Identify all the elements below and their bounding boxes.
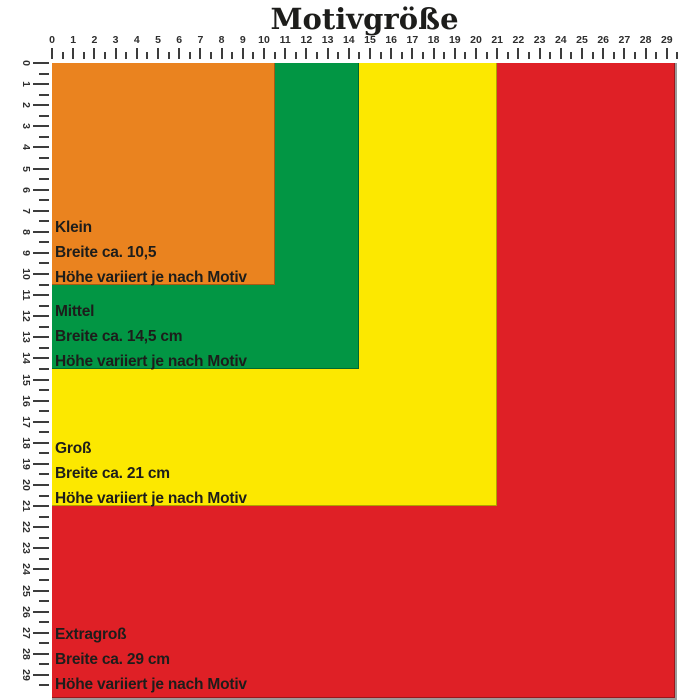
size-name-mittel: Mittel bbox=[55, 302, 95, 320]
v-ruler-major-tick bbox=[33, 526, 49, 528]
size-width-extragross: Breite ca. 29 cm bbox=[55, 651, 170, 668]
h-ruler-minor-tick bbox=[401, 52, 403, 59]
size-label-mittel bbox=[55, 299, 247, 374]
h-ruler-minor-tick bbox=[274, 52, 276, 59]
h-ruler-major-tick bbox=[369, 48, 371, 59]
h-ruler-major-tick bbox=[496, 48, 498, 59]
h-ruler-number-25: 25 bbox=[576, 34, 588, 46]
v-ruler-minor-tick bbox=[39, 115, 49, 117]
h-ruler-minor-tick bbox=[62, 52, 64, 59]
h-ruler-number-9: 9 bbox=[239, 34, 246, 46]
size-name-extragross: Extragroß bbox=[55, 626, 127, 643]
h-ruler-major-tick bbox=[157, 48, 159, 59]
h-ruler-minor-tick bbox=[634, 52, 636, 59]
v-ruler-minor-tick bbox=[39, 157, 49, 159]
h-ruler-minor-tick bbox=[358, 52, 360, 59]
v-ruler-major-tick bbox=[33, 168, 49, 170]
h-ruler-number-26: 26 bbox=[597, 34, 610, 46]
h-ruler-major-tick bbox=[178, 48, 180, 59]
v-ruler-minor-tick bbox=[39, 579, 49, 581]
h-ruler-minor-tick bbox=[210, 52, 212, 59]
h-ruler-major-tick bbox=[348, 48, 350, 59]
v-ruler-number-4: 4 bbox=[20, 144, 32, 151]
h-ruler-minor-tick bbox=[231, 52, 233, 59]
v-ruler-major-tick bbox=[33, 146, 49, 148]
v-ruler-number-22: 22 bbox=[20, 521, 32, 534]
h-ruler-number-0: 0 bbox=[49, 34, 55, 46]
v-ruler-number-7: 7 bbox=[20, 207, 32, 214]
h-ruler-number-17: 17 bbox=[406, 34, 419, 46]
h-ruler-minor-tick bbox=[104, 52, 106, 59]
v-ruler-number-9: 9 bbox=[20, 249, 32, 256]
h-ruler-minor-tick bbox=[295, 52, 297, 59]
v-ruler-minor-tick bbox=[39, 684, 49, 686]
v-ruler-major-tick bbox=[33, 400, 49, 402]
v-ruler-number-1: 1 bbox=[20, 81, 32, 88]
v-ruler-number-20: 20 bbox=[20, 479, 32, 491]
h-ruler-minor-tick bbox=[83, 52, 85, 59]
h-ruler-minor-tick bbox=[337, 52, 339, 59]
v-ruler-major-tick bbox=[33, 273, 49, 275]
v-ruler-minor-tick bbox=[39, 262, 49, 264]
h-ruler-minor-tick bbox=[252, 52, 254, 59]
v-ruler-major-tick bbox=[33, 568, 49, 570]
size-label-extragross bbox=[55, 622, 247, 697]
h-ruler-major-tick bbox=[51, 48, 53, 59]
h-ruler-major-tick bbox=[623, 48, 625, 59]
h-ruler-number-1: 1 bbox=[70, 34, 77, 46]
v-ruler-major-tick bbox=[33, 421, 49, 423]
h-ruler-major-tick bbox=[221, 48, 223, 59]
h-ruler-number-29: 29 bbox=[660, 34, 673, 46]
h-ruler-number-2: 2 bbox=[91, 34, 98, 46]
h-ruler-number-3: 3 bbox=[112, 34, 119, 46]
h-ruler-minor-tick bbox=[486, 52, 488, 59]
v-ruler-number-13: 13 bbox=[20, 331, 32, 344]
h-ruler-minor-tick bbox=[570, 52, 572, 59]
h-ruler-minor-tick bbox=[464, 52, 466, 59]
v-ruler-number-21: 21 bbox=[20, 500, 32, 512]
v-ruler-number-24: 24 bbox=[20, 563, 32, 576]
h-ruler-number-20: 20 bbox=[470, 34, 482, 46]
v-ruler-number-16: 16 bbox=[20, 394, 32, 407]
size-width-mittel: Breite ca. 14,5 cm bbox=[55, 327, 183, 345]
h-ruler-major-tick bbox=[390, 48, 392, 59]
v-ruler-minor-tick bbox=[39, 389, 49, 391]
h-ruler-number-18: 18 bbox=[427, 34, 440, 46]
h-ruler-major-tick bbox=[666, 48, 668, 59]
h-ruler-number-12: 12 bbox=[300, 34, 313, 46]
v-ruler-minor-tick bbox=[39, 410, 49, 412]
h-ruler-major-tick bbox=[72, 48, 74, 59]
h-ruler-minor-tick bbox=[613, 52, 615, 59]
v-ruler-minor-tick bbox=[39, 94, 49, 96]
h-ruler-major-tick bbox=[284, 48, 286, 59]
v-ruler-minor-tick bbox=[39, 326, 49, 328]
h-ruler-minor-tick bbox=[422, 52, 424, 59]
v-ruler-major-tick bbox=[33, 674, 49, 676]
v-ruler-major-tick bbox=[33, 442, 49, 444]
h-ruler-minor-tick bbox=[146, 52, 148, 59]
v-ruler-minor-tick bbox=[39, 495, 49, 497]
v-ruler-number-19: 19 bbox=[20, 458, 32, 470]
v-ruler-major-tick bbox=[33, 104, 49, 106]
h-ruler-major-tick bbox=[454, 48, 456, 59]
v-ruler-number-17: 17 bbox=[20, 415, 32, 428]
h-ruler-major-tick bbox=[93, 48, 95, 59]
h-ruler-minor-tick bbox=[655, 52, 657, 59]
size-height-mittel: Höhe variiert je nach Motiv bbox=[55, 352, 247, 370]
size-label-gross bbox=[55, 436, 247, 511]
v-ruler-minor-tick bbox=[39, 642, 49, 644]
v-ruler-major-tick bbox=[33, 125, 49, 127]
h-ruler-number-13: 13 bbox=[321, 34, 334, 46]
size-name-klein: Klein bbox=[55, 218, 92, 236]
h-ruler-number-7: 7 bbox=[197, 34, 204, 46]
v-ruler-major-tick bbox=[33, 463, 49, 465]
page-title: Motivgröße bbox=[270, 2, 459, 36]
h-ruler-major-tick bbox=[411, 48, 413, 59]
v-ruler-number-14: 14 bbox=[20, 352, 32, 365]
v-ruler-minor-tick bbox=[39, 305, 49, 307]
h-ruler-major-tick bbox=[263, 48, 265, 59]
v-ruler-major-tick bbox=[33, 231, 49, 233]
h-ruler-minor-tick bbox=[125, 52, 127, 59]
v-ruler-number-18: 18 bbox=[20, 436, 32, 449]
v-ruler-number-27: 27 bbox=[20, 626, 32, 639]
v-ruler-number-11: 11 bbox=[20, 289, 32, 301]
v-ruler-minor-tick bbox=[39, 241, 49, 243]
v-ruler-major-tick bbox=[33, 315, 49, 317]
size-name-gross: Groß bbox=[55, 440, 92, 458]
h-ruler-number-14: 14 bbox=[342, 34, 355, 46]
v-ruler-minor-tick bbox=[39, 220, 49, 222]
h-ruler-number-8: 8 bbox=[218, 34, 225, 46]
h-ruler-number-10: 10 bbox=[258, 34, 270, 46]
v-ruler-minor-tick bbox=[39, 136, 49, 138]
h-ruler-number-16: 16 bbox=[385, 34, 398, 46]
v-ruler-number-10: 10 bbox=[20, 268, 32, 280]
h-ruler-number-11: 11 bbox=[279, 34, 291, 46]
v-ruler-number-23: 23 bbox=[20, 542, 32, 555]
v-ruler-major-tick bbox=[33, 189, 49, 191]
h-ruler-minor-tick bbox=[189, 52, 191, 59]
v-ruler-major-tick bbox=[33, 379, 49, 381]
h-ruler-number-15: 15 bbox=[364, 34, 376, 46]
h-ruler-major-tick bbox=[517, 48, 519, 59]
v-ruler-number-6: 6 bbox=[20, 186, 32, 193]
v-ruler-major-tick bbox=[33, 653, 49, 655]
h-ruler-number-5: 5 bbox=[155, 34, 161, 46]
h-ruler-number-6: 6 bbox=[176, 34, 183, 46]
size-height-gross: Höhe variiert je nach Motiv bbox=[55, 490, 247, 508]
v-ruler-number-3: 3 bbox=[20, 123, 32, 130]
v-ruler-number-25: 25 bbox=[20, 584, 32, 597]
v-ruler-minor-tick bbox=[39, 558, 49, 560]
size-height-klein: Höhe variiert je nach Motiv bbox=[55, 268, 247, 286]
size-label-klein bbox=[55, 215, 247, 290]
h-ruler-number-23: 23 bbox=[533, 34, 546, 46]
size-width-gross: Breite ca. 21 cm bbox=[55, 465, 170, 483]
v-ruler-major-tick bbox=[33, 484, 49, 486]
v-ruler-number-28: 28 bbox=[20, 647, 32, 660]
v-ruler-major-tick bbox=[33, 210, 49, 212]
v-ruler-minor-tick bbox=[39, 431, 49, 433]
v-ruler-major-tick bbox=[33, 590, 49, 592]
v-ruler-minor-tick bbox=[39, 537, 49, 539]
size-width-klein: Breite ca. 10,5 bbox=[55, 243, 157, 261]
v-ruler-minor-tick bbox=[39, 663, 49, 665]
v-ruler-minor-tick bbox=[39, 600, 49, 602]
h-ruler-major-tick bbox=[327, 48, 329, 59]
v-ruler-number-29: 29 bbox=[20, 669, 32, 681]
v-ruler-number-2: 2 bbox=[20, 102, 32, 109]
h-ruler-number-4: 4 bbox=[133, 34, 140, 46]
v-ruler-minor-tick bbox=[39, 516, 49, 518]
v-ruler-major-tick bbox=[33, 336, 49, 338]
h-ruler-minor-tick bbox=[316, 52, 318, 59]
h-ruler-major-tick bbox=[645, 48, 647, 59]
v-ruler-number-0: 0 bbox=[20, 60, 32, 66]
v-ruler-major-tick bbox=[33, 62, 49, 64]
v-ruler-minor-tick bbox=[39, 347, 49, 349]
h-ruler-major-tick bbox=[115, 48, 117, 59]
v-ruler-minor-tick bbox=[39, 199, 49, 201]
h-ruler-minor-tick bbox=[592, 52, 594, 59]
h-ruler-minor-tick bbox=[549, 52, 551, 59]
v-ruler-major-tick bbox=[33, 252, 49, 254]
h-ruler-major-tick bbox=[475, 48, 477, 59]
v-ruler-major-tick bbox=[33, 505, 49, 507]
h-ruler-major-tick bbox=[305, 48, 307, 59]
v-ruler-minor-tick bbox=[39, 473, 49, 475]
h-ruler-major-tick bbox=[242, 48, 244, 59]
v-ruler-major-tick bbox=[33, 611, 49, 613]
h-ruler-number-28: 28 bbox=[639, 34, 652, 46]
size-height-extragross: Höhe variiert je nach Motiv bbox=[55, 676, 247, 693]
h-ruler-number-22: 22 bbox=[512, 34, 525, 46]
h-ruler-major-tick bbox=[602, 48, 604, 59]
h-ruler-major-tick bbox=[199, 48, 201, 59]
v-ruler-minor-tick bbox=[39, 284, 49, 286]
h-ruler-minor-tick bbox=[676, 52, 678, 59]
v-ruler-number-5: 5 bbox=[20, 165, 32, 172]
v-ruler-number-26: 26 bbox=[20, 605, 32, 618]
h-ruler-minor-tick bbox=[168, 52, 170, 59]
v-ruler-major-tick bbox=[33, 547, 49, 549]
h-ruler-minor-tick bbox=[528, 52, 530, 59]
h-ruler-number-24: 24 bbox=[554, 34, 567, 46]
h-ruler-major-tick bbox=[581, 48, 583, 59]
h-ruler-number-27: 27 bbox=[618, 34, 631, 46]
v-ruler-minor-tick bbox=[39, 368, 49, 370]
h-ruler-minor-tick bbox=[443, 52, 445, 59]
v-ruler-major-tick bbox=[33, 294, 49, 296]
h-ruler-major-tick bbox=[136, 48, 138, 59]
v-ruler-minor-tick bbox=[39, 621, 49, 623]
h-ruler-number-21: 21 bbox=[491, 34, 504, 46]
v-ruler-major-tick bbox=[33, 357, 49, 359]
v-ruler-number-8: 8 bbox=[20, 228, 32, 235]
v-ruler-major-tick bbox=[33, 632, 49, 634]
v-ruler-number-15: 15 bbox=[20, 373, 32, 386]
v-ruler-minor-tick bbox=[39, 452, 49, 454]
v-ruler-number-12: 12 bbox=[20, 310, 32, 323]
h-ruler-major-tick bbox=[560, 48, 562, 59]
v-ruler-major-tick bbox=[33, 83, 49, 85]
v-ruler-minor-tick bbox=[39, 178, 49, 180]
h-ruler-minor-tick bbox=[380, 52, 382, 59]
h-ruler-major-tick bbox=[433, 48, 435, 59]
h-ruler-number-19: 19 bbox=[448, 34, 461, 46]
v-ruler-minor-tick bbox=[39, 73, 49, 75]
h-ruler-minor-tick bbox=[507, 52, 509, 59]
h-ruler-major-tick bbox=[539, 48, 541, 59]
